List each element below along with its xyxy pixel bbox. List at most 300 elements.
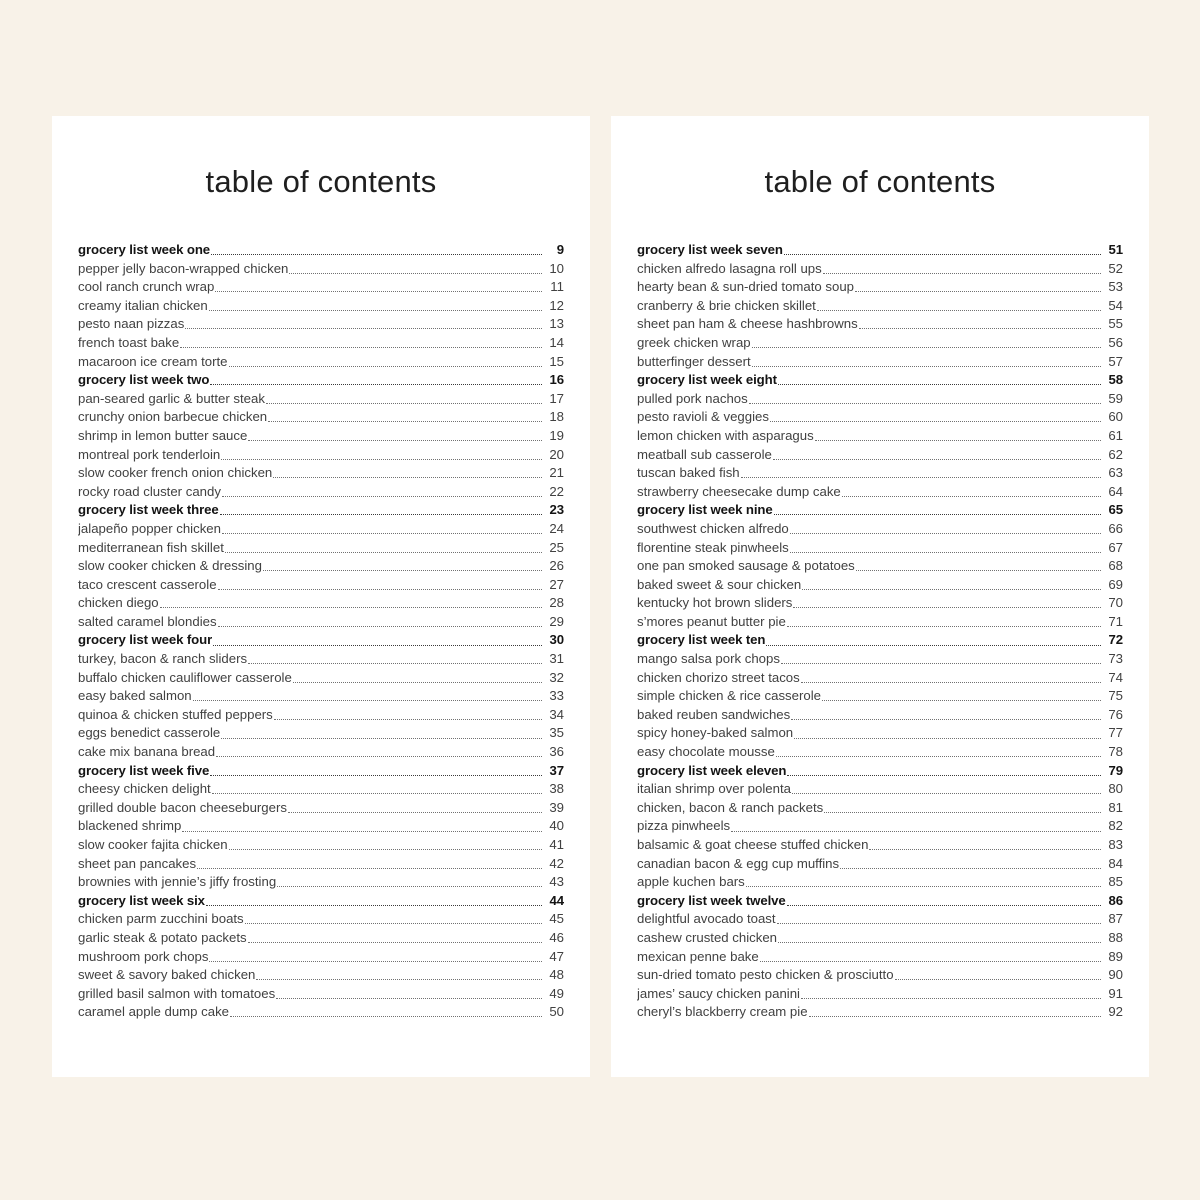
toc-entry-page-number: 47 [549, 948, 564, 964]
toc-entry-label: chicken parm zucchini boats [78, 911, 244, 927]
toc-entry-page-number: 56 [1108, 334, 1123, 350]
toc-entry-page-number: 16 [549, 372, 564, 388]
toc-entry-page-number: 41 [549, 837, 564, 852]
toc-entry[interactable] [78, 520, 564, 539]
toc-leader-dots [193, 687, 542, 706]
toc-entry-page-number: 14 [549, 334, 564, 350]
toc-leader-dots [790, 539, 1101, 558]
toc-leader-dots [220, 501, 542, 520]
toc-entry[interactable] [637, 817, 1123, 836]
toc-leader-dots [266, 390, 542, 409]
toc-leader-dots [229, 353, 542, 372]
toc-leader-dots [781, 650, 1101, 669]
toc-leader-dots [197, 855, 542, 874]
toc-entry-page-number: 52 [1108, 260, 1123, 276]
toc-entry-label: sheet pan pancakes [78, 855, 197, 871]
toc-entry-label: southwest chicken alfredo [637, 520, 789, 536]
toc-entry-page-number: 73 [1108, 651, 1123, 667]
toc-leader-dots [185, 315, 542, 334]
toc-entry-page-number: 91 [1108, 985, 1123, 1001]
toc-entry-page-number: 32 [549, 669, 564, 685]
toc-entry-label: easy chocolate mousse [637, 744, 775, 760]
toc-leader-dots [773, 446, 1101, 465]
toc-entry-label: grocery list week twelve [637, 892, 786, 908]
toc-entry-label: mexican penne bake [637, 948, 759, 964]
toc-entry-label: hearty bean & sun-dried tomato soup [637, 279, 854, 295]
toc-entry-label: italian shrimp over polenta [637, 781, 791, 797]
toc-leader-dots [749, 390, 1101, 409]
toc-leader-dots [221, 724, 542, 743]
toc-leader-dots [211, 241, 542, 260]
toc-entry-page-number: 22 [549, 483, 564, 499]
toc-leader-dots [245, 910, 542, 929]
toc-entry-page-number: 28 [549, 595, 564, 611]
toc-leader-dots [817, 297, 1101, 316]
toc-entry[interactable] [637, 687, 1123, 706]
toc-entry-page-number: 87 [1108, 911, 1123, 927]
toc-entry-page-number: 13 [549, 316, 564, 332]
toc-entry[interactable] [637, 390, 1123, 409]
toc-leader-dots [793, 594, 1101, 613]
toc-entry[interactable] [637, 855, 1123, 874]
toc-leader-dots [766, 631, 1101, 650]
toc-entry-label: easy baked salmon [78, 688, 192, 704]
toc-entry-page-number: 82 [1108, 818, 1123, 834]
toc-leader-dots [277, 873, 542, 892]
toc-leader-dots [212, 780, 542, 799]
toc-entry[interactable] [78, 836, 564, 855]
toc-entry[interactable] [637, 557, 1123, 576]
toc-entry-label: butterfinger dessert [637, 353, 751, 369]
toc-entry[interactable] [78, 873, 564, 892]
toc-entry[interactable] [78, 724, 564, 743]
toc-entry-page-number: 36 [549, 744, 564, 760]
toc-leader-dots [855, 278, 1101, 297]
toc-leader-dots [746, 873, 1101, 892]
toc-leader-dots [210, 371, 542, 390]
toc-entry-page-number: 86 [1108, 892, 1123, 908]
toc-entry-page-number: 88 [1108, 929, 1123, 945]
toc-entry[interactable] [637, 985, 1123, 1004]
toc-entry[interactable] [637, 446, 1123, 465]
toc-leader-dots [218, 613, 542, 632]
toc-entry-label: cheryl’s blackberry cream pie [637, 1004, 808, 1020]
toc-entry[interactable] [637, 910, 1123, 929]
toc-entry[interactable] [78, 483, 564, 502]
toc-entry[interactable] [637, 873, 1123, 892]
toc-entry-page-number: 38 [549, 781, 564, 797]
toc-entry-label: french toast bake [78, 334, 180, 350]
toc-entry-page-number: 35 [549, 725, 564, 741]
toc-leader-dots [274, 706, 542, 725]
toc-entry-label: chicken chorizo street tacos [637, 669, 800, 685]
toc-entry-label: cake mix banana bread [78, 744, 216, 760]
toc-leader-dots [790, 520, 1101, 539]
toc-leader-dots [770, 408, 1101, 427]
toc-leader-dots [221, 446, 542, 465]
toc-leader-dots [213, 631, 542, 650]
toc-entry-page-number: 43 [549, 874, 564, 890]
toc-entry-label: rocky road cluster candy [78, 483, 221, 499]
toc-entry[interactable] [78, 817, 564, 836]
toc-entry[interactable] [78, 594, 564, 613]
toc-entry-label: grocery list week ten [637, 632, 766, 648]
toc-entry-label: crunchy onion barbecue chicken [78, 409, 268, 425]
toc-entry[interactable] [637, 297, 1123, 316]
toc-entry[interactable] [637, 520, 1123, 539]
toc-entry-label: slow cooker french onion chicken [78, 465, 273, 481]
toc-entry[interactable] [78, 408, 564, 427]
toc-entry-page-number: 23 [549, 502, 564, 518]
toc-entry[interactable] [78, 650, 564, 669]
toc-entry-page-number: 65 [1108, 502, 1123, 518]
toc-entry[interactable] [78, 260, 564, 279]
toc-leader-dots [784, 241, 1101, 260]
toc-entry[interactable] [78, 1003, 564, 1022]
toc-entry-page-number: 40 [549, 818, 564, 834]
toc-entry-label: lemon chicken with asparagus [637, 427, 814, 443]
toc-entry[interactable] [637, 669, 1123, 688]
toc-entry[interactable] [637, 836, 1123, 855]
toc-entry[interactable] [637, 539, 1123, 558]
toc-entry[interactable] [78, 278, 564, 297]
toc-leader-dots [802, 576, 1101, 595]
toc-entry-label: canadian bacon & egg cup muffins [637, 855, 840, 871]
toc-leader-dots [801, 669, 1101, 688]
toc-entry-label: buffalo chicken cauliflower casserole [78, 669, 292, 685]
toc-leader-dots [856, 557, 1101, 576]
toc-entry-page-number: 54 [1108, 297, 1123, 313]
toc-entry-label: slow cooker chicken & dressing [78, 558, 262, 574]
toc-leader-dots [895, 966, 1101, 985]
toc-entry-label: shrimp in lemon butter sauce [78, 427, 248, 443]
toc-entry-label: sun-dried tomato pesto chicken & prosciutto [637, 967, 894, 983]
toc-entry[interactable] [78, 297, 564, 316]
toc-entry-label: grocery list week six [78, 892, 205, 908]
toc-section-entry[interactable] [78, 241, 564, 260]
toc-entry[interactable] [78, 910, 564, 929]
toc-entry[interactable] [637, 948, 1123, 967]
toc-entry[interactable] [637, 594, 1123, 613]
toc-entry-label: s’mores peanut butter pie [637, 613, 786, 629]
toc-entry-label: james’ saucy chicken panini [637, 985, 800, 1001]
toc-entry-label: cashew crusted chicken [637, 929, 778, 945]
toc-leader-dots [229, 836, 542, 855]
toc-entry-page-number: 37 [549, 762, 564, 778]
toc-leader-dots [215, 278, 542, 297]
toc-leader-dots [778, 929, 1101, 948]
toc-entry[interactable] [637, 576, 1123, 595]
toc-entry-label: mushroom pork chops [78, 948, 209, 964]
toc-entry-page-number: 51 [1108, 242, 1123, 257]
toc-entry[interactable] [78, 948, 564, 967]
toc-entry[interactable] [78, 539, 564, 558]
toc-leader-dots [815, 427, 1101, 446]
toc-entry-page-number: 64 [1108, 483, 1123, 499]
toc-entry-label: sweet & savory baked chicken [78, 967, 256, 983]
toc-entry[interactable] [78, 464, 564, 483]
toc-leader-dots [160, 594, 542, 613]
toc-entry-label: grocery list week nine [637, 502, 773, 518]
toc-entry-label: mediterranean fish skillet [78, 539, 224, 555]
toc-entry-label: salted caramel blondies [78, 613, 217, 629]
toc-entry-label: caramel apple dump cake [78, 1004, 230, 1020]
toc-leader-dots [774, 501, 1101, 520]
toc-list-right [637, 241, 1123, 1022]
toc-entry-label: cheesy chicken delight [78, 781, 211, 797]
toc-entry-label: chicken alfredo lasagna roll ups [637, 260, 822, 276]
toc-entry[interactable] [637, 1003, 1123, 1022]
toc-leader-dots [787, 892, 1101, 911]
toc-leader-dots [206, 892, 542, 911]
toc-entry-label: cool ranch crunch wrap [78, 279, 215, 295]
toc-list-left [78, 241, 564, 1022]
toc-entry-page-number: 50 [549, 1004, 564, 1020]
toc-leader-dots [778, 371, 1101, 390]
toc-entry-page-number: 33 [549, 688, 564, 704]
toc-entry[interactable] [78, 780, 564, 799]
toc-entry-page-number: 80 [1108, 781, 1123, 797]
toc-leader-dots [840, 855, 1101, 874]
toc-entry-page-number: 70 [1108, 595, 1123, 611]
toc-entry[interactable] [78, 576, 564, 595]
toc-entry[interactable] [637, 799, 1123, 818]
toc-leader-dots [823, 260, 1101, 279]
toc-leader-dots [792, 780, 1101, 799]
toc-entry[interactable] [637, 743, 1123, 762]
toc-entry-label: grocery list week one [78, 242, 211, 257]
toc-entry-label: pesto ravioli & veggies [637, 409, 769, 425]
toc-leader-dots [209, 297, 542, 316]
toc-entry[interactable] [78, 315, 564, 334]
toc-leader-dots [822, 687, 1101, 706]
toc-section-entry[interactable] [78, 501, 564, 520]
toc-entry[interactable] [78, 799, 564, 818]
toc-entry-page-number: 67 [1108, 539, 1123, 555]
toc-entry-page-number: 29 [549, 613, 564, 629]
page-left [52, 116, 590, 1077]
toc-entry-label: chicken diego [78, 595, 159, 611]
toc-entry-page-number: 18 [549, 409, 564, 425]
toc-entry[interactable] [637, 929, 1123, 948]
toc-entry-page-number: 42 [549, 855, 564, 871]
toc-entry-page-number: 85 [1108, 874, 1123, 890]
toc-entry[interactable] [637, 966, 1123, 985]
toc-entry-label: delightful avocado toast [637, 911, 776, 927]
toc-entry-page-number: 44 [549, 892, 564, 908]
toc-entry-label: spicy honey-baked salmon [637, 725, 794, 741]
toc-entry-page-number: 21 [549, 465, 564, 481]
toc-entry-label: slow cooker fajita chicken [78, 837, 228, 852]
toc-entry[interactable] [637, 650, 1123, 669]
toc-entry[interactable] [78, 743, 564, 762]
toc-entry-page-number: 84 [1108, 855, 1123, 871]
toc-entry-label: baked sweet & sour chicken [637, 576, 802, 592]
toc-entry-label: pan-seared garlic & butter steak [78, 390, 265, 406]
toc-entry[interactable] [78, 334, 564, 353]
toc-leader-dots [222, 520, 542, 539]
toc-entry[interactable] [637, 483, 1123, 502]
toc-leader-dots [288, 799, 542, 818]
toc-leader-dots [777, 910, 1101, 929]
toc-entry[interactable] [78, 353, 564, 372]
toc-entry[interactable] [78, 446, 564, 465]
toc-entry-label: meatball sub casserole [637, 446, 772, 462]
toc-section-entry[interactable] [637, 762, 1123, 781]
toc-entry[interactable] [637, 613, 1123, 632]
toc-entry[interactable] [78, 613, 564, 632]
toc-entry-label: pulled pork nachos [637, 390, 748, 406]
toc-entry[interactable] [637, 334, 1123, 353]
toc-entry-page-number: 19 [549, 427, 564, 443]
toc-entry[interactable] [637, 780, 1123, 799]
toc-section-entry[interactable] [637, 631, 1123, 650]
toc-entry-page-number: 17 [549, 390, 564, 406]
toc-entry-page-number: 77 [1108, 725, 1123, 741]
toc-section-entry[interactable] [637, 501, 1123, 520]
toc-entry[interactable] [78, 427, 564, 446]
toc-section-entry[interactable] [637, 371, 1123, 390]
toc-entry-page-number: 30 [549, 632, 564, 648]
toc-leader-dots [801, 985, 1101, 1004]
toc-entry-page-number: 26 [549, 558, 564, 574]
toc-entry[interactable] [637, 278, 1123, 297]
toc-entry-page-number: 83 [1108, 837, 1123, 852]
toc-entry-page-number: 24 [549, 520, 564, 536]
toc-leader-dots [225, 539, 542, 558]
toc-entry-page-number: 11 [550, 279, 564, 295]
toc-entry-label: grocery list week seven [637, 242, 783, 257]
toc-entry[interactable] [78, 966, 564, 985]
toc-entry-page-number: 66 [1108, 520, 1123, 536]
toc-entry-page-number: 78 [1108, 744, 1123, 760]
page-right [611, 116, 1149, 1077]
toc-entry[interactable] [637, 260, 1123, 279]
toc-entry[interactable] [78, 669, 564, 688]
toc-entry[interactable] [78, 929, 564, 948]
toc-leader-dots [230, 1003, 542, 1022]
toc-entry-label: blackened shrimp [78, 818, 182, 834]
toc-leader-dots [209, 948, 542, 967]
toc-leader-dots [180, 334, 542, 353]
toc-leader-dots [276, 985, 542, 1004]
toc-entry[interactable] [78, 855, 564, 874]
toc-entry-page-number: 89 [1108, 948, 1123, 964]
toc-leader-dots [293, 669, 542, 688]
toc-entry[interactable] [78, 985, 564, 1004]
toc-entry-label: grocery list week two [78, 372, 210, 388]
toc-entry[interactable] [78, 390, 564, 409]
page-title: table of contents [764, 164, 996, 199]
toc-section-entry[interactable] [78, 892, 564, 911]
toc-entry[interactable] [637, 315, 1123, 334]
toc-section-entry[interactable] [637, 892, 1123, 911]
toc-section-entry[interactable] [78, 371, 564, 390]
toc-entry-label: pizza pinwheels [637, 818, 731, 834]
toc-leader-dots [794, 724, 1101, 743]
toc-entry-page-number: 39 [549, 799, 564, 815]
toc-entry-label: pepper jelly bacon-wrapped chicken [78, 260, 289, 276]
toc-entry-page-number: 55 [1108, 316, 1123, 332]
toc-leader-dots [268, 408, 542, 427]
toc-leader-dots [248, 650, 542, 669]
toc-section-entry[interactable] [78, 631, 564, 650]
toc-entry-label: baked reuben sandwiches [637, 706, 791, 722]
toc-entry-label: grocery list week five [78, 762, 210, 778]
toc-entry-label: montreal pork tenderloin [78, 446, 221, 462]
toc-entry-page-number: 62 [1108, 446, 1123, 462]
toc-entry-label: florentine steak pinwheels [637, 539, 789, 555]
toc-entry[interactable] [637, 353, 1123, 372]
toc-entry[interactable] [637, 427, 1123, 446]
toc-entry-page-number: 81 [1108, 799, 1123, 815]
toc-leader-dots [210, 762, 542, 781]
toc-entry[interactable] [637, 408, 1123, 427]
toc-entry-page-number: 25 [549, 539, 564, 555]
toc-entry-page-number: 49 [549, 985, 564, 1001]
page-title: table of contents [205, 164, 437, 199]
toc-entry[interactable] [78, 687, 564, 706]
toc-leader-dots [809, 1003, 1101, 1022]
toc-entry-label: strawberry cheesecake dump cake [637, 483, 841, 499]
toc-leader-dots [842, 483, 1101, 502]
toc-entry-label: pesto naan pizzas [78, 316, 185, 332]
toc-entry[interactable] [637, 706, 1123, 725]
toc-entry-page-number: 74 [1108, 669, 1123, 685]
toc-leader-dots [248, 929, 542, 948]
toc-entry[interactable] [637, 724, 1123, 743]
toc-entry-page-number: 68 [1108, 558, 1123, 574]
toc-entry-label: quinoa & chicken stuffed peppers [78, 706, 273, 722]
toc-leader-dots [731, 817, 1101, 836]
toc-entry-label: grilled double bacon cheeseburgers [78, 799, 287, 815]
toc-leader-dots [859, 315, 1101, 334]
toc-entry-page-number: 15 [549, 353, 564, 369]
toc-entry-label: tuscan baked fish [637, 465, 740, 481]
toc-entry[interactable] [637, 464, 1123, 483]
toc-leader-dots [222, 483, 542, 502]
toc-entry-page-number: 58 [1108, 372, 1123, 388]
toc-entry-label: one pan smoked sausage & potatoes [637, 558, 855, 574]
toc-leader-dots [787, 613, 1101, 632]
toc-entry-page-number: 60 [1108, 409, 1123, 425]
toc-entry-label: chicken, bacon & ranch packets [637, 799, 824, 815]
toc-leader-dots [182, 817, 542, 836]
toc-entry[interactable] [78, 557, 564, 576]
toc-entry-label: eggs benedict casserole [78, 725, 221, 741]
toc-leader-dots [256, 966, 542, 985]
toc-leader-dots [752, 353, 1101, 372]
toc-entry-page-number: 48 [549, 967, 564, 983]
toc-section-entry[interactable] [78, 762, 564, 781]
toc-entry-label: taco crescent casserole [78, 576, 217, 592]
toc-leader-dots [263, 557, 542, 576]
toc-leader-dots [289, 260, 542, 279]
toc-entry-label: grocery list week eight [637, 372, 777, 388]
toc-entry-label: greek chicken wrap [637, 334, 751, 350]
toc-entry-page-number: 27 [549, 576, 564, 592]
toc-entry-label: mango salsa pork chops [637, 651, 780, 667]
toc-entry-page-number: 90 [1108, 967, 1123, 983]
toc-entry-page-number: 10 [549, 260, 564, 276]
toc-entry-page-number: 12 [549, 297, 564, 313]
toc-entry-label: turkey, bacon & ranch sliders [78, 651, 248, 667]
toc-entry-page-number: 71 [1108, 613, 1123, 629]
toc-leader-dots [218, 576, 542, 595]
toc-entry-page-number: 75 [1108, 688, 1123, 704]
toc-entry[interactable] [78, 706, 564, 725]
toc-section-entry[interactable] [637, 241, 1123, 260]
